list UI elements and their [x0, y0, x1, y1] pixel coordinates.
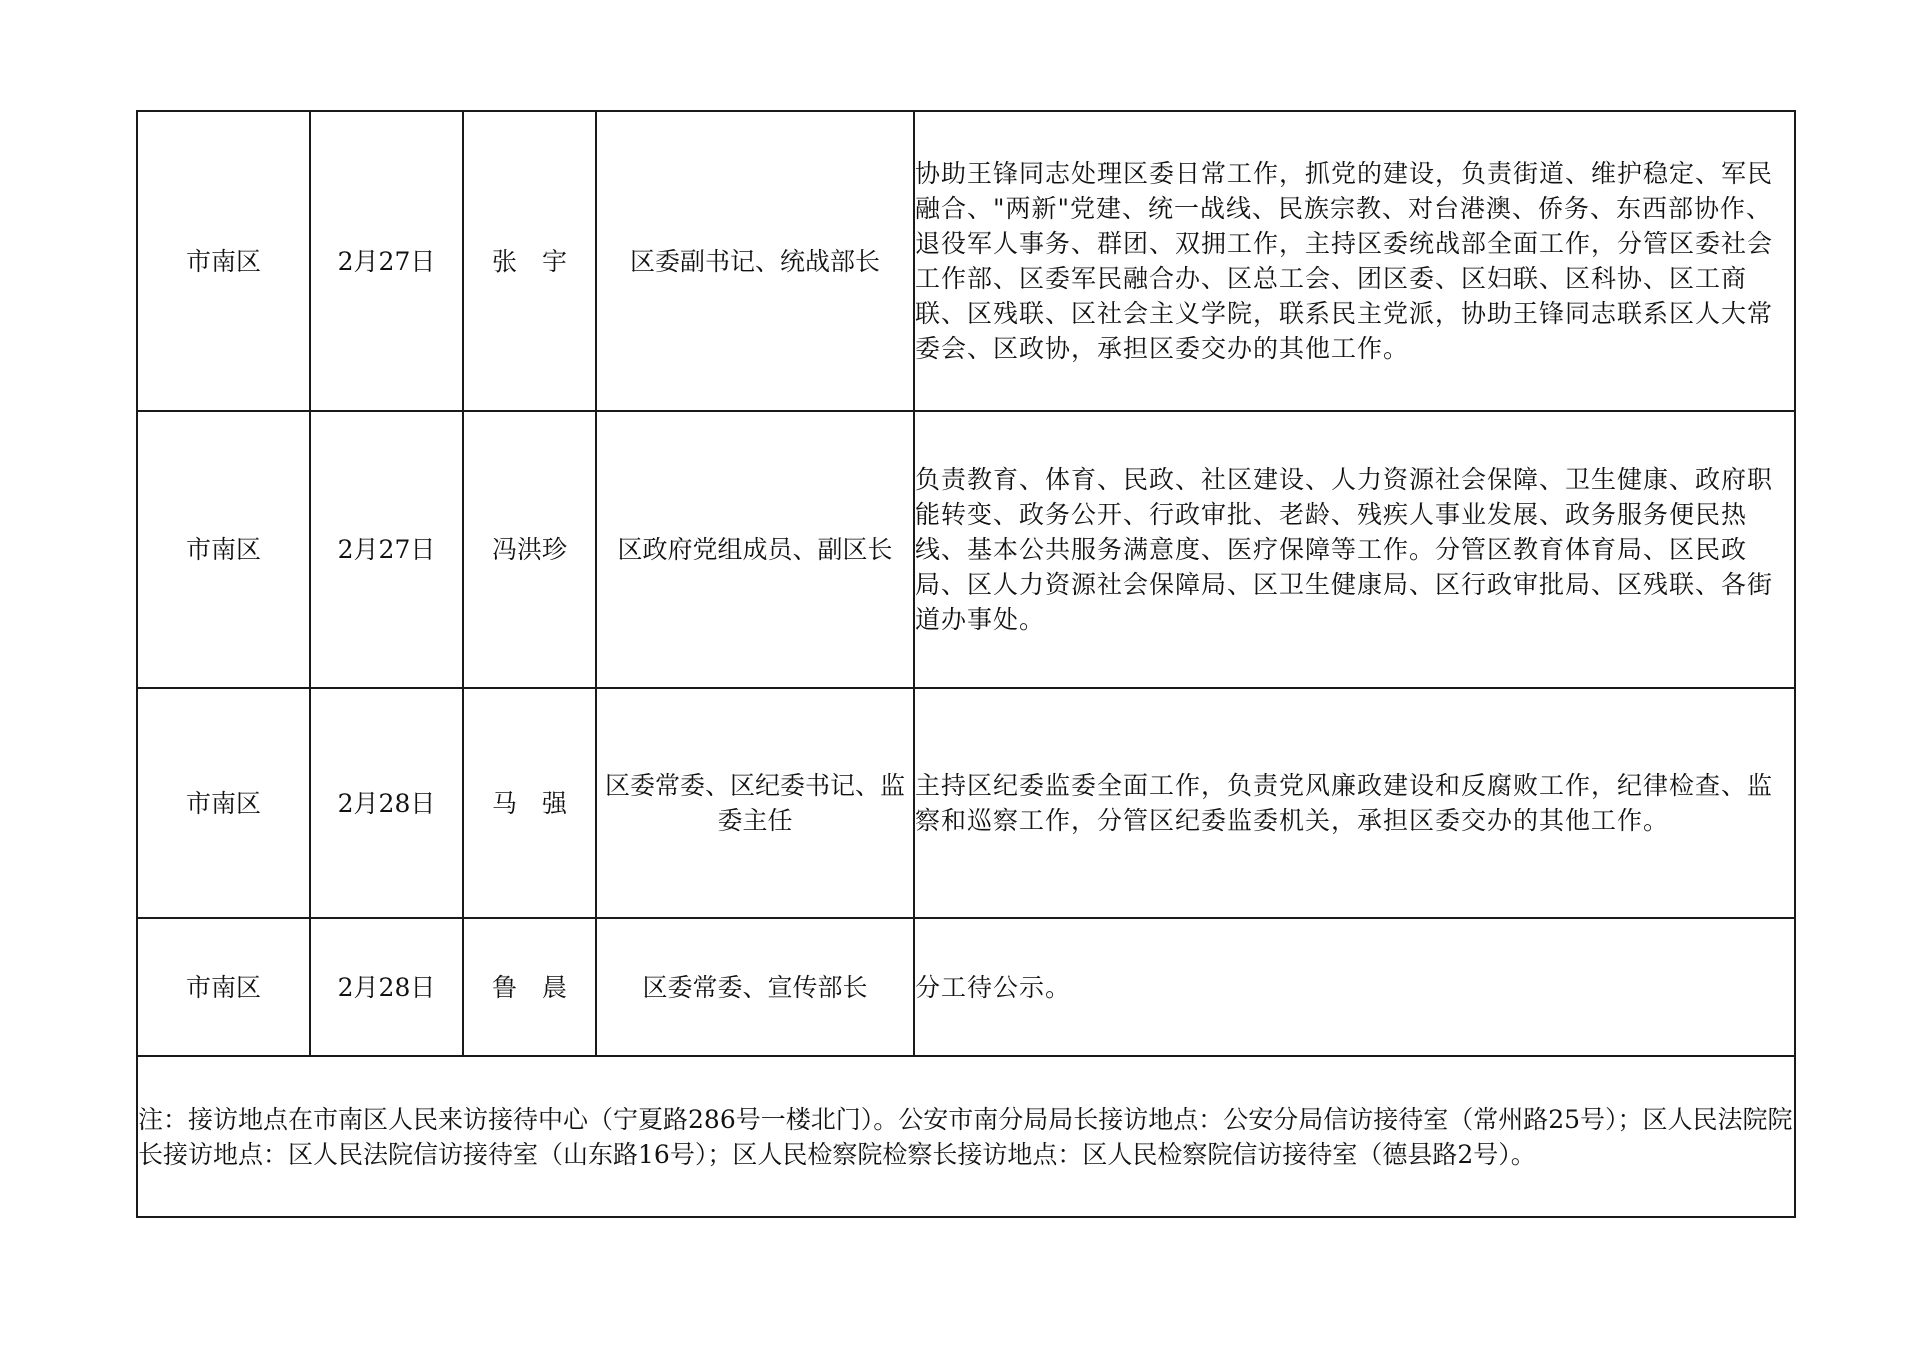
name-cell: 马 强	[463, 688, 596, 918]
date-cell: 2月28日	[310, 688, 463, 918]
name-cell: 张 宇	[463, 111, 596, 411]
area-cell: 市南区	[137, 918, 310, 1056]
date-cell: 2月28日	[310, 918, 463, 1056]
table-row	[137, 411, 1795, 688]
date-cell: 2月27日	[310, 111, 463, 411]
date-cell: 2月27日	[310, 411, 463, 688]
note-cell: 注：接访地点在市南区人民来访接待中心（宁夏路286号一楼北门）。公安市南分局局长接访地点：公安分局信访接待室（常州路25号）；区人民法院院长接访地点：区人民法院信访接待室（山东路16号）；区人民检察院检察长接访地点：区人民检察院信访接待室（德县路2号）。	[137, 1056, 1795, 1217]
table-row	[137, 918, 1795, 1056]
position-cell: 区委副书记、统战部长	[596, 111, 914, 411]
area-cell: 市南区	[137, 111, 310, 411]
name-cell: 冯洪珍	[463, 411, 596, 688]
duties-cell: 分工待公示。	[914, 918, 1795, 1056]
duties-cell: 负责教育、体育、民政、社区建设、人力资源社会保障、卫生健康、政府职能转变、政务公开、行政审批、老龄、残疾人事业发展、政务服务便民热线、基本公共服务满意度、医疗保障等工作。分管区教育体育局、区民政局、区人力资源社会保障局、区卫生健康局、区行政审批局、区残联、各街道办事处。	[914, 411, 1795, 688]
position-cell: 区委常委、区纪委书记、监委主任	[596, 688, 914, 918]
table-row	[137, 688, 1795, 918]
table-row	[137, 111, 1795, 411]
area-cell: 市南区	[137, 688, 310, 918]
note-row	[137, 1056, 1795, 1217]
duties-cell: 主持区纪委监委全面工作，负责党风廉政建设和反腐败工作，纪律检查、监察和巡察工作，分管区纪委监委机关，承担区委交办的其他工作。	[914, 688, 1795, 918]
area-cell: 市南区	[137, 411, 310, 688]
name-cell: 鲁 晨	[463, 918, 596, 1056]
reception-schedule-table	[136, 110, 1796, 1218]
position-cell: 区政府党组成员、副区长	[596, 411, 914, 688]
position-cell: 区委常委、宣传部长	[596, 918, 914, 1056]
duties-cell: 协助王锋同志处理区委日常工作，抓党的建设，负责街道、维护稳定、军民融合、"两新"党建、统一战线、民族宗教、对台港澳、侨务、东西部协作、退役军人事务、群团、双拥工作，主持区委统战部全面工作，分管区委社会工作部、区委军民融合办、区总工会、团区委、区妇联、区科协、区工商联、区残联、区社会主义学院，联系民主党派，协助王锋同志联系区人大常委会、区政协，承担区委交办的其他工作。	[914, 111, 1795, 411]
